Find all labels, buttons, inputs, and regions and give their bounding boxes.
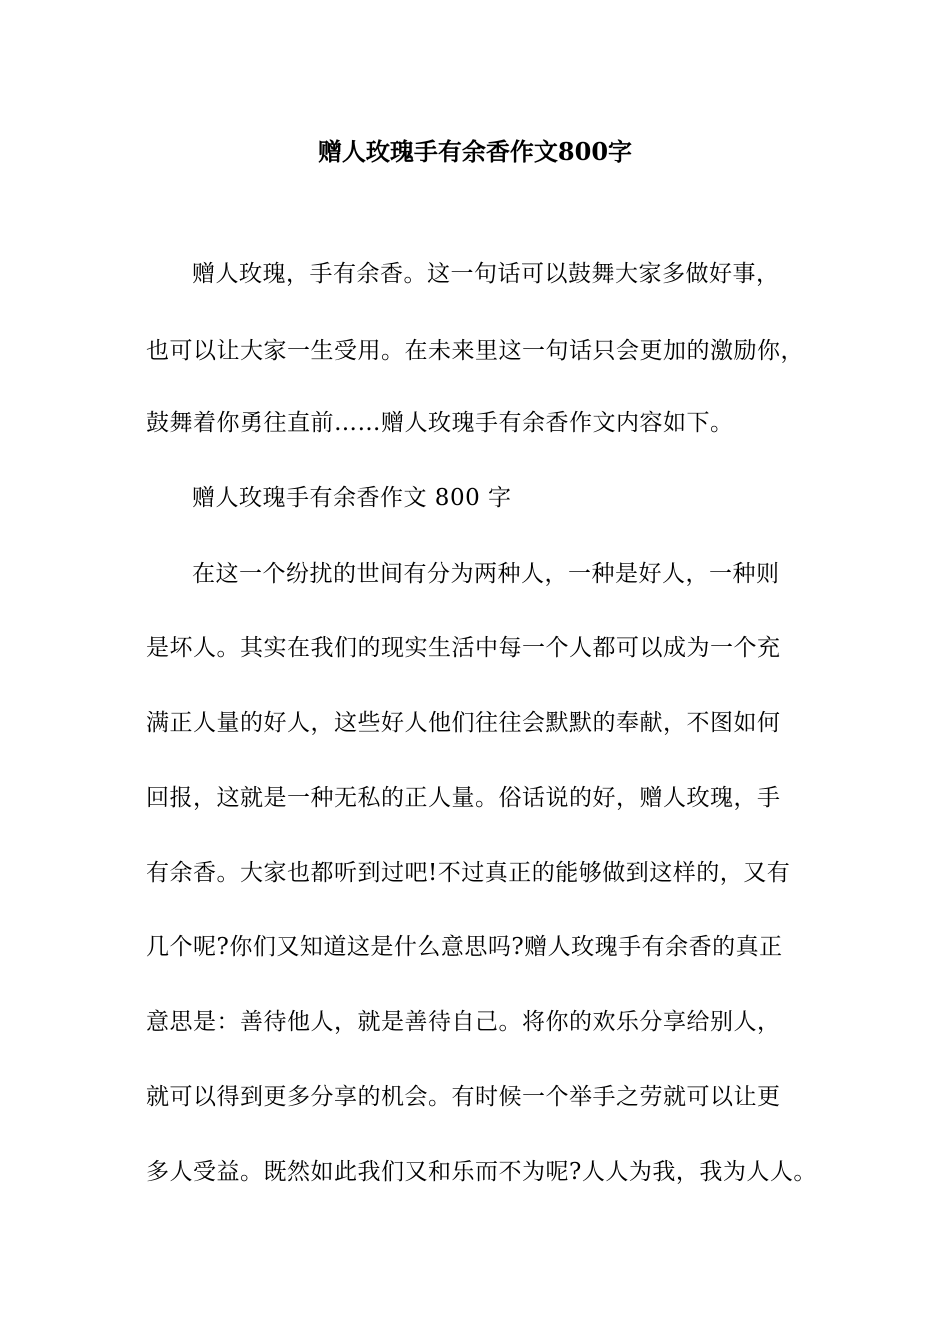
paragraph-line: 是坏人。其实在我们的现实生活中每一个人都可以成为一个充 [146,635,781,661]
paragraph-line: 赠人玫瑰，手有余香。这一句话可以鼓舞大家多做好事， [192,261,780,287]
paragraph-line: 鼓舞着你勇往直前……赠人玫瑰手有余香作文内容如下。 [146,410,734,436]
paragraph-line: 回报，这就是一种无私的正人量。俗话说的好，赠人玫瑰，手 [146,785,781,811]
paragraph-line: 意思是：善待他人，就是善待自己。将你的欢乐分享给别人， [146,1009,781,1035]
paragraph-line: 满正人量的好人，这些好人他们往往会默默的奉献，不图如何 [146,710,781,736]
paragraph-line: 几个呢?你们又知道这是什么意思吗?赠人玫瑰手有余香的真正 [146,934,783,960]
paragraph-line: 多人受益。既然如此我们又和乐而不为呢?人人为我，我为人人。 [146,1159,817,1185]
document-title: 赠人玫瑰手有余香作文800字 [317,137,633,166]
paragraph-line: 就可以得到更多分享的机会。有时候一个举手之劳就可以让更 [146,1084,781,1110]
section-heading: 赠人玫瑰手有余香作文 800 字 [192,485,512,511]
paragraph-line: 也可以让大家一生受用。在未来里这一句话只会更加的激励你， [146,338,804,364]
paragraph-line: 有余香。大家也都听到过吧!不过真正的能够做到这样的，又有 [146,860,791,886]
paragraph-line: 在这一个纷扰的世间有分为两种人，一种是好人，一种则 [192,561,780,587]
